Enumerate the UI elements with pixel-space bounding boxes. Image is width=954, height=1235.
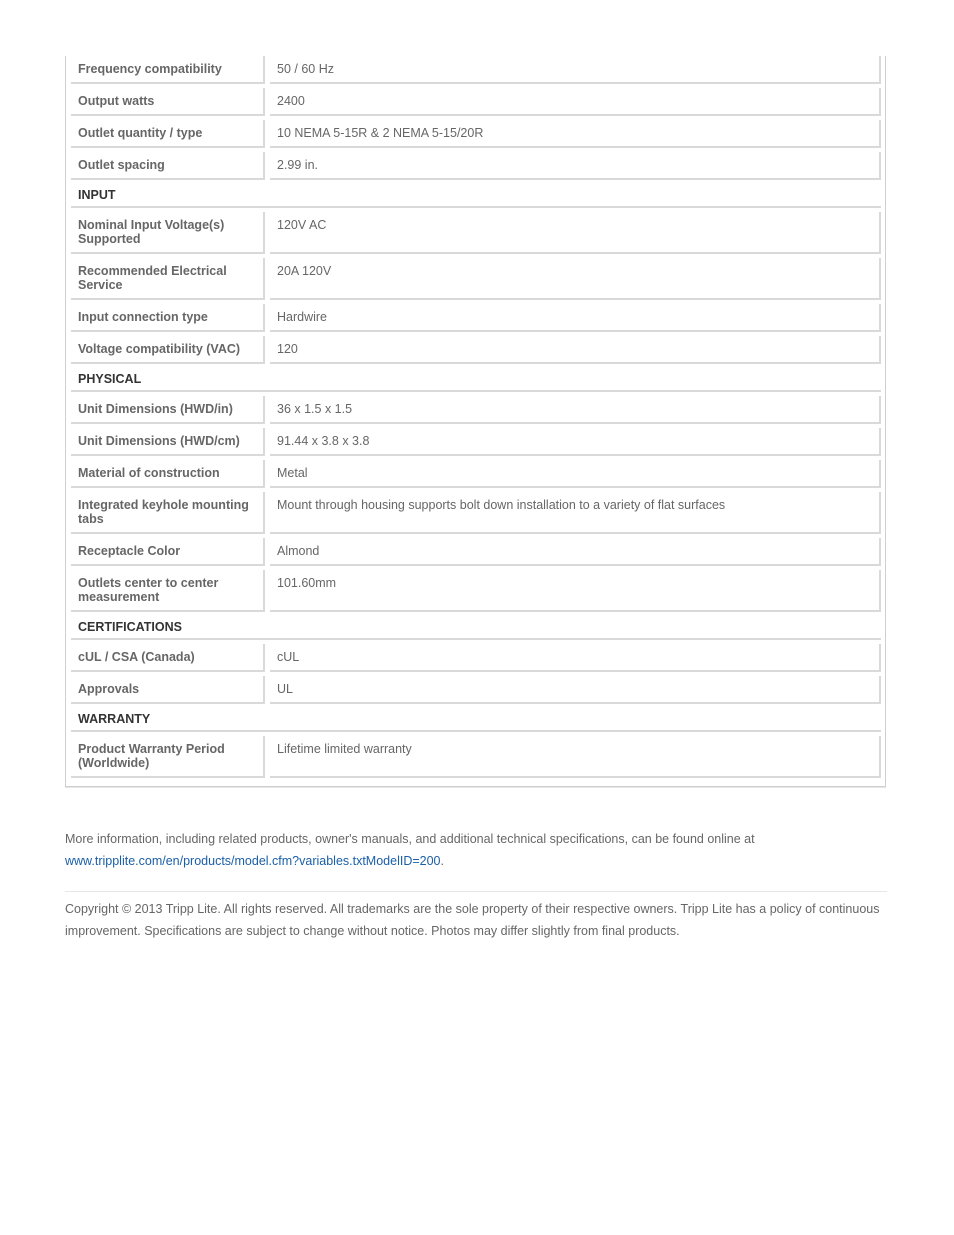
spec-row-outlet-quantity [71,120,881,152]
spec-label: Unit Dimensions (HWD/in) [71,396,265,424]
spec-label: Approvals [71,676,265,704]
product-page-link[interactable]: www.tripplite.com/en/products/model.cfm?variables.txtModelID=200 [65,854,441,868]
spec-label: Frequency compatibility [71,56,265,84]
spec-label: Unit Dimensions (HWD/cm) [71,428,265,456]
spec-label: Outlet spacing [71,152,265,180]
spec-value: 50 / 60 Hz [270,56,881,84]
spec-value: 2.99 in. [270,152,881,180]
section-heading-input: INPUT [71,184,881,208]
spec-row-cul-csa [71,644,881,676]
spec-value: Mount through housing supports bolt down installation to a variety of flat surfaces [270,492,881,534]
spec-value: 20A 120V [270,258,881,300]
spec-label: Material of construction [71,460,265,488]
spec-row-receptacle-color [71,538,881,570]
spec-table [65,56,886,787]
spec-label: Recommended Electrical Service [71,258,265,300]
spec-row-dimensions-cm [71,428,881,460]
spec-row-approvals [71,676,881,708]
spec-row-voltage-compat [71,336,881,368]
spec-value: 10 NEMA 5-15R & 2 NEMA 5-15/20R [270,120,881,148]
spec-value: Hardwire [270,304,881,332]
spec-label: Voltage compatibility (VAC) [71,336,265,364]
spec-row-warranty-period [71,736,881,782]
spec-row-frequency [71,56,881,88]
spec-row-outlet-spacing [71,152,881,184]
spec-value: cUL [270,644,881,672]
spec-label: cUL / CSA (Canada) [71,644,265,672]
spec-value: 91.44 x 3.8 x 3.8 [270,428,881,456]
spec-label: Outlets center to center measurement [71,570,265,612]
spec-row-output-watts [71,88,881,120]
spec-value: UL [270,676,881,704]
spec-row-dimensions-in [71,396,881,428]
spec-value: 2400 [270,88,881,116]
section-heading-certifications: CERTIFICATIONS [71,616,881,640]
section-heading-physical: PHYSICAL [71,368,881,392]
spec-label: Input connection type [71,304,265,332]
link-suffix: . [440,854,444,868]
spec-value: Lifetime limited warranty [270,736,881,778]
footer-divider [65,891,887,892]
spec-label: Receptacle Color [71,538,265,566]
spec-row-material [71,460,881,492]
more-info-text: More information, including related products, owner's manuals, and additional technical specifications, can be found online at [65,832,755,846]
spec-value: Metal [270,460,881,488]
section-heading-warranty: WARRANTY [71,708,881,732]
more-info-paragraph [65,828,887,872]
spec-value: 101.60mm [270,570,881,612]
spec-label: Integrated keyhole mounting tabs [71,492,265,534]
spec-row-outlet-center [71,570,881,616]
spec-label: Nominal Input Voltage(s) Supported [71,212,265,254]
spec-label: Outlet quantity / type [71,120,265,148]
spec-value: 120V AC [270,212,881,254]
spec-row-input-connection [71,304,881,336]
spec-row-electrical-service [71,258,881,304]
spec-row-nominal-input [71,212,881,258]
spec-value: Almond [270,538,881,566]
spec-label: Output watts [71,88,265,116]
copyright-notice: Copyright © 2013 Tripp Lite. All rights reserved. All trademarks are the sole property of their respective owners. Tripp Lite has a policy of continuous improvement. Specifications are subject to change without notice. Photos may differ slightly from final products. [65,902,880,938]
spec-row-keyhole-tabs [71,492,881,538]
spec-value: 36 x 1.5 x 1.5 [270,396,881,424]
spec-label: Product Warranty Period (Worldwide) [71,736,265,778]
spec-value: 120 [270,336,881,364]
